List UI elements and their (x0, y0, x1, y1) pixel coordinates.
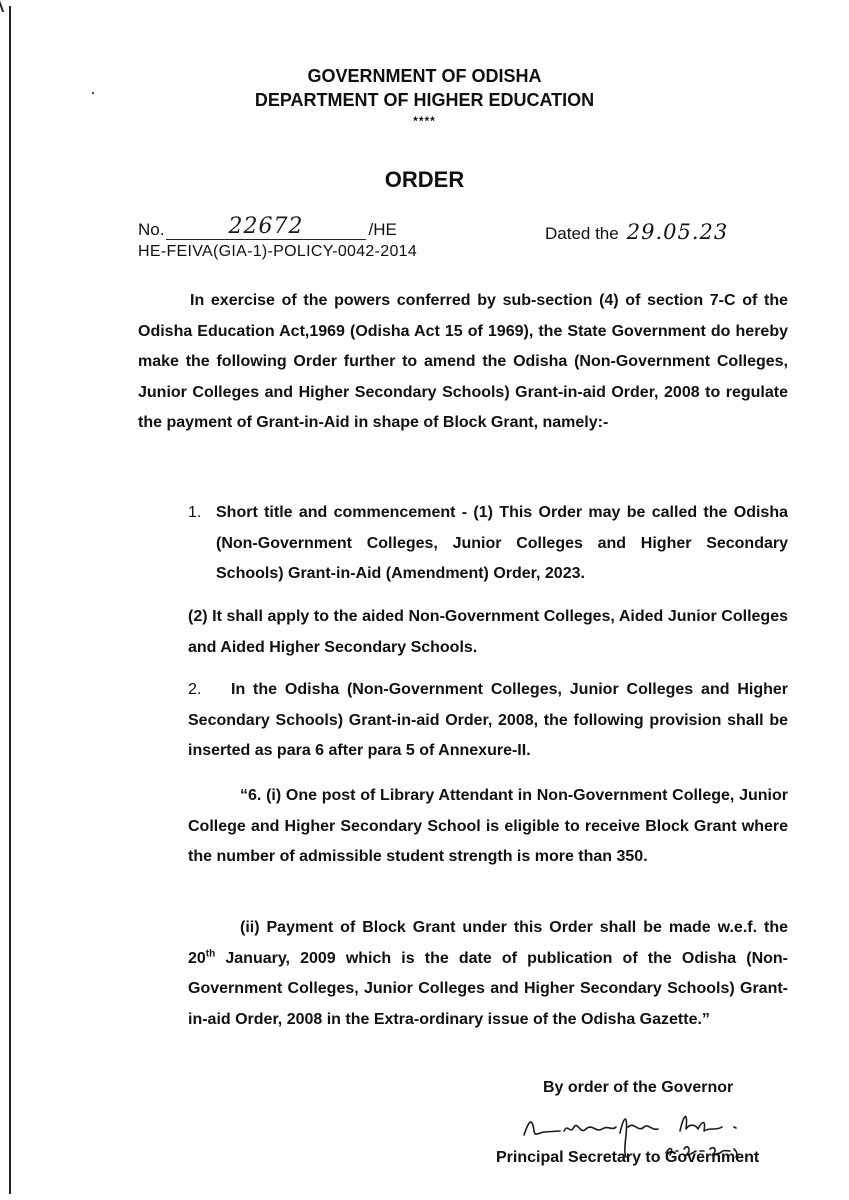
order-title: ORDER (384, 167, 465, 192)
clause-1-number: 1. (188, 504, 202, 521)
clause-1 (188, 498, 788, 590)
date-label: Dated the (545, 224, 619, 243)
order-number-handwritten: 22672 (228, 214, 304, 239)
date-handwritten: 29.05.23 (626, 220, 729, 244)
para-6-ii-text-b: January, 2009 which is the date of publication of the Odisha (Non-Government Colleges, Junior Colleges and Higher Secondary Schools) Grant-in-aid Order, 2008 in the Extra-ordinary issue of the Odisha Gazette.” (188, 949, 788, 1028)
clause-2-number: 2. (188, 681, 202, 698)
intro-paragraph: In exercise of the powers conferred by sub-section (4) of section 7-C of the Odisha Education Act,1969 (Odisha Act 15 of 1969), the State Government do hereby make the following Order further to amend the Odisha (Non-Government Colleges, Junior Colleges and Higher Secondary Schools) Grant-in-aid Order, 2008 to regulate the payment of Grant-in-Aid in shape of Block Grant, namely:- (138, 292, 788, 431)
government-heading: GOVERNMENT OF ODISHA (307, 66, 542, 86)
file-number: HE-FEIVA(GIA-1)-POLICY-0042-2014 (138, 243, 418, 260)
clause-2-text: In the Odisha (Non-Government Colleges, Junior Colleges and Higher Secondary Schools) Grant-in-aid Order, 2008, the following provision shall be inserted as para 6 after para 5 of Annexure-II. (188, 681, 788, 759)
heading-stars: **** (413, 114, 436, 128)
order-number-line (138, 214, 397, 240)
order-number-suffix: /HE (368, 220, 397, 239)
clause-2 (188, 675, 788, 767)
scan-corner-mark (0, 0, 16, 12)
order-number-field (166, 214, 366, 240)
para-6-ii-superscript: th (205, 948, 216, 960)
department-heading: DEPARTMENT OF HIGHER EDUCATION (254, 90, 595, 110)
clause-1-sub-2: (2) It shall apply to the aided Non-Government Colleges, Aided Junior Colleges and Aided Higher Secondary Schools. (188, 608, 788, 656)
para-6-i: “6. (i) One post of Library Attendant in Non-Government College, Junior College and Higher Secondary School is eligible to receive Block Grant where the number of admissible student strength is more than 350. (188, 787, 788, 865)
para-6-ii (188, 913, 788, 1035)
order-number-label: No. (138, 220, 165, 239)
by-order-line: By order of the Governor (543, 1079, 734, 1096)
clause-1-text: Short title and commencement - (1) This Order may be called the Odisha (Non-Government Colleges, Junior Colleges and Higher Secondary Schools) Grant-in-Aid (Amendment) Order, 2023. (216, 504, 788, 582)
signatory-designation: Principal Secretary to Government (496, 1149, 760, 1166)
para-6-ii-text-a: (ii) Payment of Block Grant under this Order shall be made w.e.f. the 20 (188, 919, 788, 967)
date-line (545, 220, 728, 244)
